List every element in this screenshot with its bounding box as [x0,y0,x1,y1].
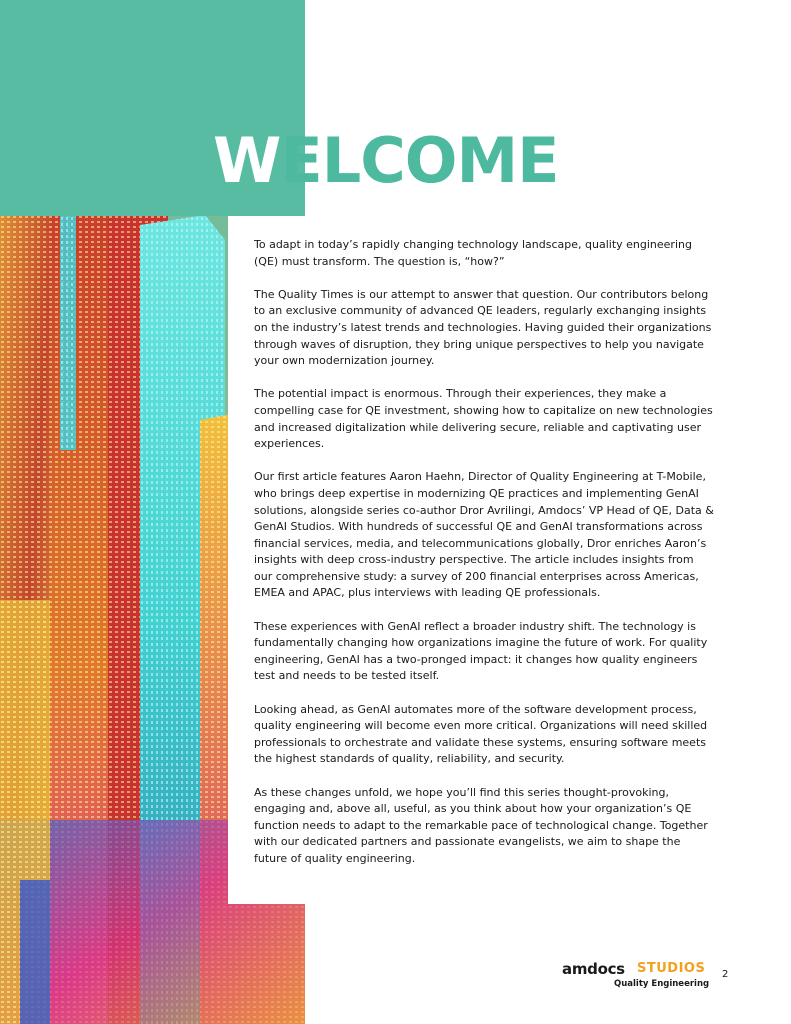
paragraph: The potential impact is enormous. Through their experiences, they make a compelling case for QE investment, showing how to capitalize on new technologies and increased digitalization while delivering secure, reliable and captivating user experiences. [254,387,713,451]
footer-area [305,904,791,1024]
paragraph: To adapt in today’s rapidly changing technology landscape, quality engineering (QE) must transform. The question is, “how?” [254,238,692,268]
paragraph: These experiences with GenAI reflect a broader industry shift. The technology is fundamentally changing how organizations imagine the future of work. For quality engineering, GenAI has a two-pronged impact: it changes how quality engineers test and needs to be tested itself. [254,619,708,683]
logo-subtitle: Quality Engineering [614,979,710,989]
page-number: 2 [722,969,729,980]
paragraph: Looking ahead, as GenAI automates more of the software development process, quality engineering will become even more critical. Organizations will need skilled professionals to orchestrate and validate these systems, ensuring software meets the highest standards of quality, reliability, and security. [254,702,708,766]
page-title-first-letter: W [213,124,281,197]
logo-studios: STUDIOS [637,961,706,976]
paragraph: As these changes unfold, we hope you’ll find this series thought-provoking, engaging and, above all, useful, as you think about how your organization’s QE function needs to adapt to the remarkable pace of technological change. Together with our dedicated partners and passionate evangelists, we aim to shape the future of quality engineering. [254,785,708,865]
article-body [254,237,714,884]
logo-brand: amdocs [562,960,625,978]
amdocs-studios-logo [562,960,710,994]
paragraph: The Quality Times is our attempt to answer that question. Our contributors belong to an exclusive community of advanced QE leaders, regularly exchanging insights on the industry’s latest trends and technologies. Having guided their organizations through waves of disruption, they bring unique perspectives to help you navigate your own modernization journey. [254,287,712,368]
page-title-rest: ELCOME [280,124,559,197]
paragraph: Our first article features Aaron Haehn, Director of Quality Engineering at T-Mobile, who brings deep expertise in modernizing QE practices and implementing GenAI solutions, alongside series co-author Dror Avrilingi, Amdocs’ VP Head of QE, Data & GenAI Studios. With hundreds of successful QE and GenAI transformations across financial services, media, and telecommunications globally, Dror enriches Aaron’s insights with deep cross-industry perspective. The article includes insights from our comprehensive study: a survey of 200 financial enterprises across Americas, EMEA and APAC, plus interviews with leading QE professionals. [254,470,714,600]
page-title [213,124,559,197]
